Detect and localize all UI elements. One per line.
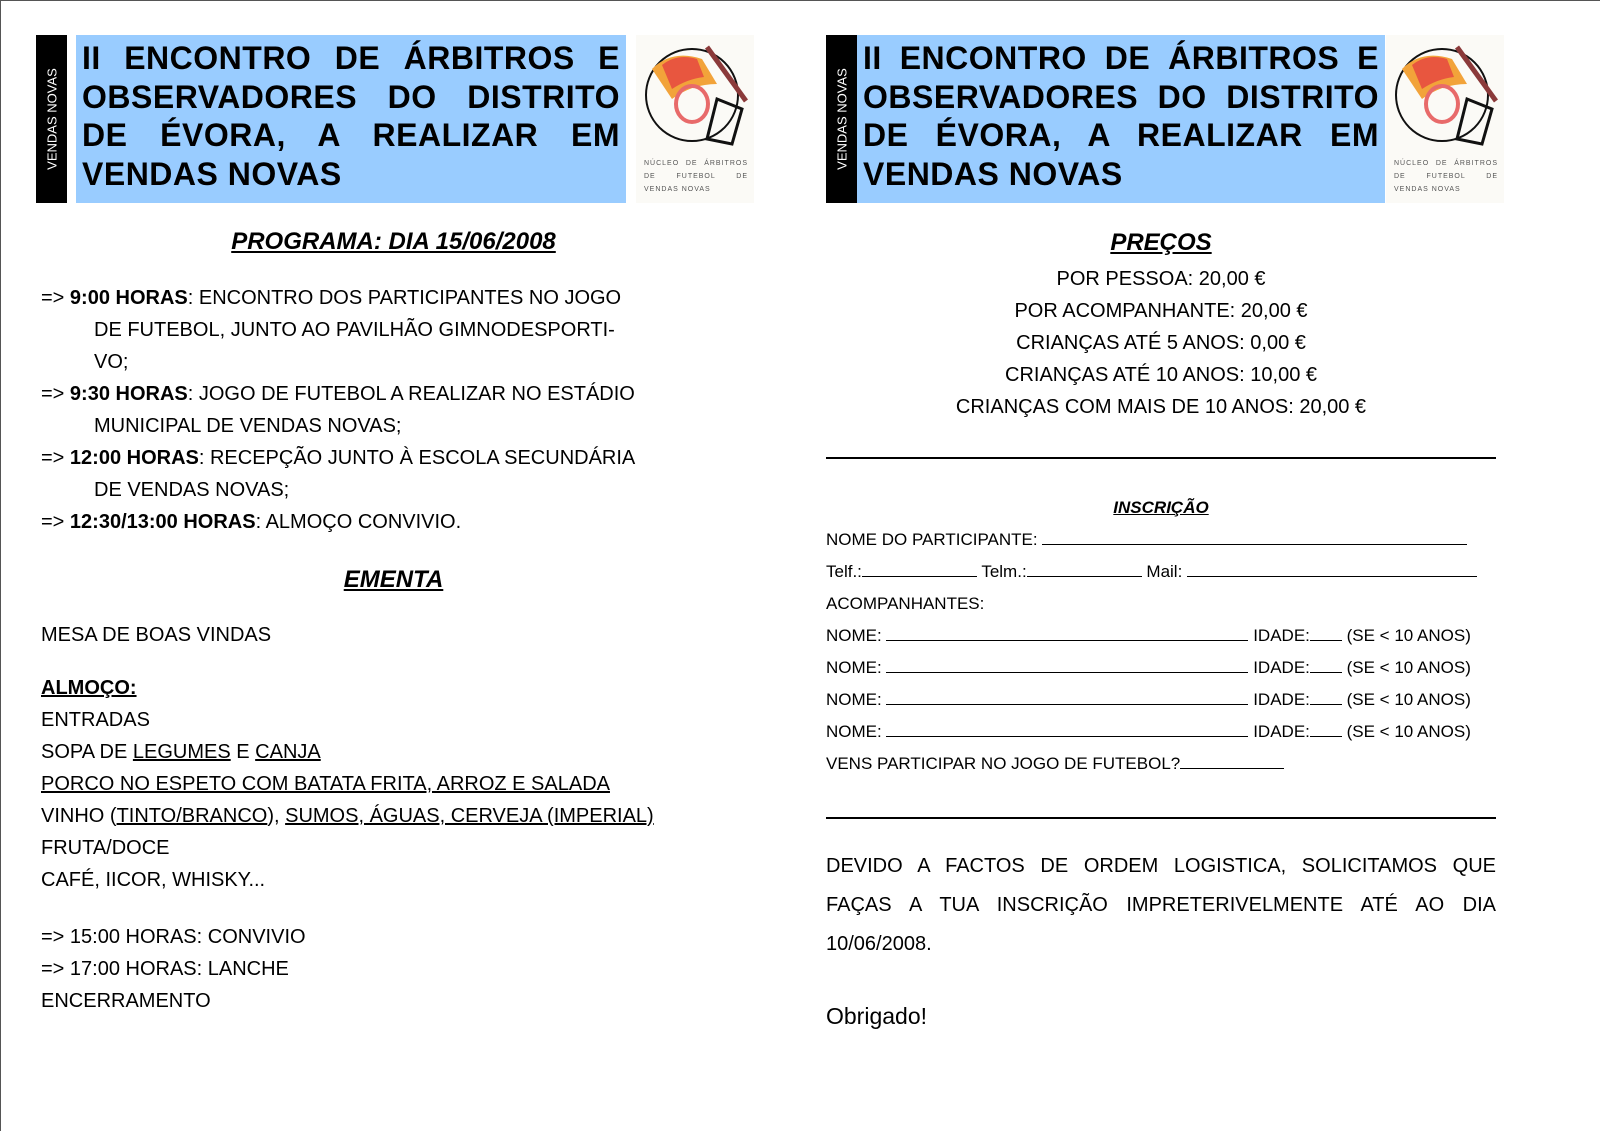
schedule-item: ENCERRAMENTO: [41, 990, 211, 1012]
menu: [41, 672, 654, 896]
inscricao-title: INSCRIÇÃO: [1113, 498, 1209, 517]
companion-age-field[interactable]: [1310, 686, 1342, 705]
telm-field[interactable]: [1027, 558, 1142, 577]
schedule-item: => 17:00 HORAS: LANCHE: [41, 958, 289, 980]
programa-item: => 9:30 HORAS: JOGO DE FUTEBOL A REALIZAR NO ESTÁDIO: [41, 383, 635, 405]
price-item: CRIANÇAS COM MAIS DE 10 ANOS: 20,00 €: [955, 396, 1367, 418]
programa-item: => 12:30/13:00 HORAS: ALMOÇO CONVIVIO.: [41, 511, 462, 533]
event-title: II ENCONTRO DE ÁRBITROS E OBSERVADORES DO DISTRITO DE ÉVORA, A REALIZAR EM VENDAS NOVAS: [76, 35, 626, 203]
logo-caption: NÚCLEO DE ÁRBITROS DE FUTEBOL DE VENDAS NOVAS: [1394, 160, 1498, 193]
acompanhantes-label: ACOMPANHANTES:: [826, 594, 985, 613]
header: [826, 35, 1506, 203]
companion-name-field[interactable]: [886, 622, 1248, 641]
side-label-text: VENDAS NOVAS: [834, 68, 849, 170]
logo-icon: [642, 39, 748, 149]
almoco-heading: ALMOÇO:: [41, 677, 137, 699]
participant-name-field[interactable]: [1042, 526, 1467, 545]
thanks: Obrigado!: [826, 1003, 928, 1029]
football-row: VENS PARTICIPAR NO JOGO DE FUTEBOL?: [826, 748, 1477, 780]
participant-row: NOME DO PARTICIPANTE:: [826, 524, 1477, 556]
menu-item: SOPA DE LEGUMES E CANJA: [41, 741, 321, 763]
companion-row: NOME: IDADE: (SE < 10 ANOS): [826, 652, 1477, 684]
referee-logo: [1386, 35, 1504, 203]
programa-item: => 12:00 HORAS: RECEPÇÃO JUNTO À ESCOLA SECUNDÁRIA: [41, 447, 636, 469]
menu-item: CAFÉ, IICOR, WHISKY...: [41, 869, 266, 891]
programa-line: DE VENDAS NOVAS;: [94, 479, 290, 501]
programa-line: VO;: [94, 351, 129, 373]
telf-field[interactable]: [862, 558, 977, 577]
menu-item: FRUTA/DOCE: [41, 837, 170, 859]
companion-row: NOME: IDADE: (SE < 10 ANOS): [826, 684, 1477, 716]
programa-line: MUNICIPAL DE VENDAS NOVAS;: [94, 415, 402, 437]
companion-name-field[interactable]: [886, 718, 1248, 737]
programa-line: DE FUTEBOL, JUNTO AO PAVILHÃO GIMNODESPORTI-: [94, 319, 615, 341]
ementa-title: EMENTA: [343, 566, 444, 593]
logo-caption: NÚCLEO DE ÁRBITROS DE FUTEBOL DE VENDAS NOVAS: [644, 160, 748, 193]
deadline-notice: DEVIDO A FACTOS DE ORDEM LOGISTICA, SOLICITAMOS QUE FAÇAS A TUA INSCRIÇÃO IMPRETERIVELMENTE ATÉ AO DIA 10/06/2008.: [826, 855, 1496, 955]
menu-item: VINHO (TINTO/BRANCO), SUMOS, ÁGUAS, CERVEJA (IMPERIAL): [41, 805, 654, 827]
companion-name-field[interactable]: [886, 686, 1248, 705]
companion-age-field[interactable]: [1310, 622, 1342, 641]
price-item: CRIANÇAS ATÉ 5 ANOS: 0,00 €: [1016, 332, 1306, 354]
companion-age-field[interactable]: [1310, 654, 1342, 673]
divider: [826, 457, 1496, 459]
contact-row: Telf.: Telm.: Mail:: [826, 556, 1477, 588]
registration-form: [826, 524, 1477, 780]
mail-field[interactable]: [1187, 558, 1477, 577]
companion-age-field[interactable]: [1310, 718, 1342, 737]
programa-title: PROGRAMA: DIA 15/06/2008: [231, 228, 556, 255]
price-item: POR PESSOA: 20,00 €: [1056, 268, 1266, 290]
programa-list: [41, 282, 635, 538]
afternoon-schedule: [41, 921, 306, 1017]
football-answer-field[interactable]: [1180, 750, 1284, 769]
price-item: POR ACOMPANHANTE: 20,00 €: [1014, 300, 1308, 322]
schedule-item: => 15:00 HORAS: CONVIVIO: [41, 926, 306, 948]
price-list: [826, 263, 1496, 423]
logo-icon: [1392, 39, 1498, 149]
side-label: [36, 35, 67, 203]
side-label-text: VENDAS NOVAS: [44, 68, 59, 170]
header: [36, 35, 756, 203]
side-label: [826, 35, 857, 203]
menu-item: ENTRADAS: [41, 709, 150, 731]
programa-item: => 9:00 HORAS: ENCONTRO DOS PARTICIPANTES NO JOGO: [41, 287, 622, 309]
companion-row: NOME: IDADE: (SE < 10 ANOS): [826, 716, 1477, 748]
precos-title: PREÇOS: [1110, 229, 1212, 256]
welcome: MESA DE BOAS VINDAS: [41, 624, 272, 646]
referee-logo: [636, 35, 754, 203]
companion-row: NOME: IDADE: (SE < 10 ANOS): [826, 620, 1477, 652]
event-title: II ENCONTRO DE ÁRBITROS E OBSERVADORES DO DISTRITO DE ÉVORA, A REALIZAR EM VENDAS NOVAS: [857, 35, 1385, 203]
companion-name-field[interactable]: [886, 654, 1248, 673]
price-item: CRIANÇAS ATÉ 10 ANOS: 10,00 €: [1005, 364, 1317, 386]
menu-item: PORCO NO ESPETO COM BATATA FRITA, ARROZ E SALADA: [41, 773, 610, 795]
divider: [826, 817, 1496, 819]
